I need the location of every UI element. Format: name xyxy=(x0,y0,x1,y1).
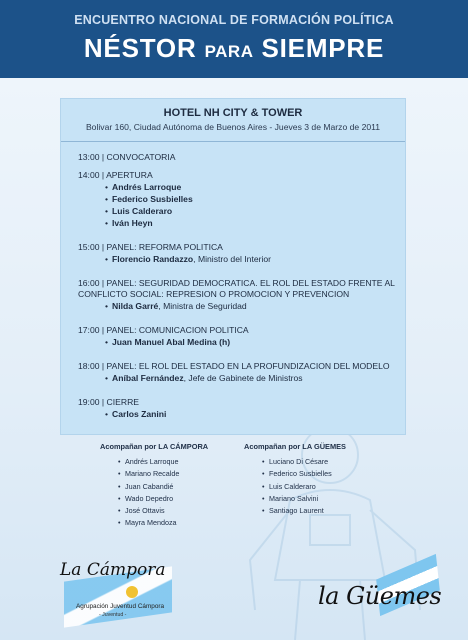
companion-name: • Andrés Larroque xyxy=(118,456,208,468)
item-title: CONVOCATORIA xyxy=(106,152,176,162)
speaker-list xyxy=(105,336,398,348)
speaker-name: Florencio Randazzo xyxy=(112,254,194,264)
speaker xyxy=(105,300,398,312)
title-part-2: PARA xyxy=(204,42,254,61)
venue-name: HOTEL NH CITY & TOWER xyxy=(163,107,303,119)
la-guemes-logo xyxy=(318,566,448,626)
speaker-list xyxy=(105,181,398,229)
divider xyxy=(61,141,405,142)
sun-icon xyxy=(126,586,138,598)
companions-right-list xyxy=(262,456,346,517)
item-title: PANEL: EL ROL DEL ESTADO EN LA PROFUNDIZACION DEL MODELO xyxy=(106,361,390,371)
speaker-name: Federico Susbielles xyxy=(112,194,193,204)
item-time: 14:00 xyxy=(78,170,100,180)
item-title: CIERRE xyxy=(106,397,140,407)
speaker-list xyxy=(105,253,398,265)
speaker xyxy=(105,253,398,265)
title-part-3: SIEMPRE xyxy=(253,33,385,63)
speaker-name: Andrés Larroque xyxy=(112,182,182,192)
speaker xyxy=(105,193,398,205)
schedule-item: 15:00 | PANEL: REFORMA POLITICA • Florencio Randazzo, Ministro del Interior xyxy=(78,242,398,265)
speaker-role: , Jefe de Gabinete de Ministros xyxy=(183,373,303,383)
companion-name: • Federico Susbielles xyxy=(262,468,346,480)
speaker-role: , Ministro del Interior xyxy=(193,254,272,264)
companion-name: • Mariano Recalde xyxy=(118,468,208,480)
header-banner xyxy=(0,0,468,78)
item-time: 13:00 xyxy=(78,152,100,162)
companions-right-title: Acompañan por LA GÜEMES xyxy=(244,442,346,451)
schedule-item: 17:00 | PANEL: COMUNICACION POLITICA • Juan Manuel Abal Medina (h) xyxy=(78,325,398,348)
item-title: PANEL: SEGURIDAD DEMOCRATICA. EL ROL DEL ESTADO FRENTE AL CONFLICTO SOCIAL: REPRESION O PROMOCION Y PREVENCION xyxy=(78,278,395,299)
event-title xyxy=(0,33,468,64)
speaker-role: , Ministra de Seguridad xyxy=(158,301,247,311)
speaker-name: Nilda Garré xyxy=(112,301,159,311)
companions-right xyxy=(244,442,346,517)
venue-address: Bolivar 160, Ciudad Autónoma de Buenos Aires - Jueves 3 de Marzo de 2011 xyxy=(85,122,381,132)
item-title: PANEL: COMUNICACION POLITICA xyxy=(106,325,249,335)
la-campora-wordmark: La Cámpora xyxy=(60,560,166,580)
item-title: APERTURA xyxy=(106,170,153,180)
speaker xyxy=(105,408,398,420)
item-time: 19:00 xyxy=(78,397,100,407)
companions-left-list xyxy=(118,456,208,530)
speaker xyxy=(105,205,398,217)
companion-name: • Luis Calderaro xyxy=(262,481,346,493)
speaker-list xyxy=(105,408,398,420)
companion-name: • Juan Cabandié xyxy=(118,481,208,493)
companion-name: • Santiago Laurent xyxy=(262,505,346,517)
companion-name: • Wado Depedro xyxy=(118,493,208,505)
companion-name: • José Ottavis xyxy=(118,505,208,517)
speaker xyxy=(105,181,398,193)
schedule-item: 13:00 | CONVOCATORIA xyxy=(78,152,176,162)
item-time: 16:00 xyxy=(78,278,100,288)
companions-left xyxy=(100,442,208,530)
schedule-item: 18:00 | PANEL: EL ROL DEL ESTADO EN LA PROFUNDIZACION DEL MODELO • Aníbal Fernández, Jefe de Gabinete de Ministros xyxy=(78,361,398,384)
venue-block xyxy=(61,107,405,132)
item-time: 18:00 xyxy=(78,361,100,371)
speaker-name: Aníbal Fernández xyxy=(112,373,184,383)
la-campora-subtitle: Agrupación Juventud Cámpora xyxy=(76,603,165,610)
speaker-list xyxy=(105,372,398,384)
companion-name: • Mariano Salvini xyxy=(262,493,346,505)
schedule-item: 19:00 | CIERRE • Carlos Zanini xyxy=(78,397,398,420)
speaker-name: Carlos Zanini xyxy=(112,409,167,419)
title-part-1: NÉSTOR xyxy=(83,33,205,63)
la-campora-logo xyxy=(56,556,176,626)
la-guemes-wordmark: la Güemes xyxy=(318,582,442,610)
companion-name: • Luciano Di Césare xyxy=(262,456,346,468)
speaker xyxy=(105,372,398,384)
speaker-name: Iván Heyn xyxy=(112,218,153,228)
la-campora-subtitle-2: - Juventud - xyxy=(99,612,127,618)
speaker-name: Juan Manuel Abal Medina (h) xyxy=(112,337,231,347)
item-time: 17:00 xyxy=(78,325,100,335)
companions-left-title: Acompañan por LA CÁMPORA xyxy=(100,442,209,451)
speaker xyxy=(105,217,398,229)
companion-name: • Mayra Mendoza xyxy=(118,517,208,529)
speaker xyxy=(105,336,398,348)
schedule-panel xyxy=(60,98,406,435)
speaker-list xyxy=(105,300,398,312)
item-title: PANEL: REFORMA POLITICA xyxy=(106,242,223,252)
event-kicker: ENCUENTRO NACIONAL DE FORMACIÓN POLÍTICA xyxy=(74,13,394,27)
schedule-item: 14:00 | APERTURA • Andrés Larroque • Federico Susbielles • Luis Calderaro • Iván Heyn xyxy=(78,170,398,229)
speaker-name: Luis Calderaro xyxy=(112,206,173,216)
schedule-item: 16:00 | PANEL: SEGURIDAD DEMOCRATICA. EL ROL DEL ESTADO FRENTE AL CONFLICTO SOCIAL: REPRESION O PROMOCION Y PREVENCION • Nilda Garré, Ministra de Seguridad xyxy=(78,278,398,312)
item-time: 15:00 xyxy=(78,242,100,252)
